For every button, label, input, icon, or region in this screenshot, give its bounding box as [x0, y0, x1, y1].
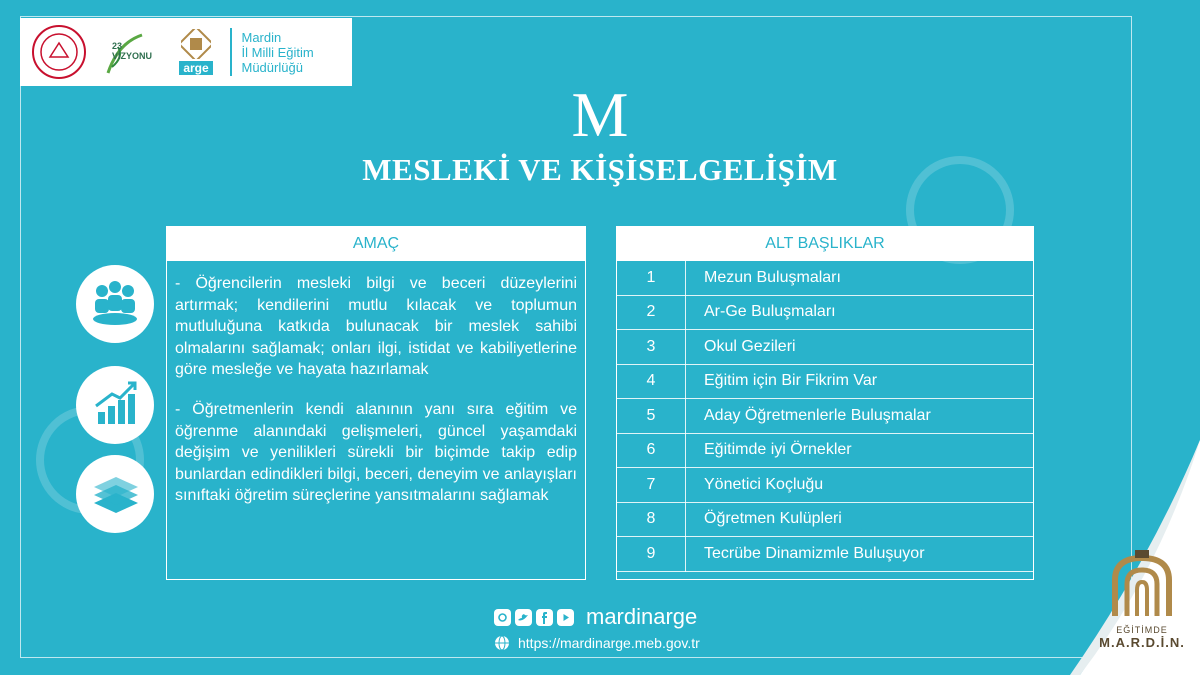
- table-row: [617, 330, 1033, 365]
- row-label: Aday Öğretmenlerle Buluşmalar: [686, 399, 1034, 434]
- subtopics-heading: ALT BAŞLIKLAR: [617, 227, 1033, 261]
- arge-label: arge: [179, 61, 212, 75]
- header-logo-bar: [20, 18, 352, 86]
- row-number: 9: [617, 537, 686, 572]
- row-number: 1: [617, 261, 686, 295]
- instagram-icon[interactable]: [494, 609, 511, 626]
- table-row: [617, 468, 1033, 503]
- subtopics-table: [617, 261, 1033, 572]
- row-label: Tecrübe Dinamizmle Buluşuyor: [686, 537, 1034, 572]
- table-row: [617, 433, 1033, 468]
- facebook-icon[interactable]: [536, 609, 553, 626]
- arge-logo: [172, 23, 220, 81]
- social-bar: [494, 604, 697, 630]
- row-number: 3: [617, 330, 686, 365]
- row-label: Yönetici Koçluğu: [686, 468, 1034, 503]
- row-number: 6: [617, 433, 686, 468]
- row-label: Öğretmen Kulüpleri: [686, 502, 1034, 537]
- youtube-icon[interactable]: [557, 609, 574, 626]
- table-row: [617, 261, 1033, 295]
- goal-text: [167, 261, 585, 507]
- vision-2023-logo: [98, 23, 162, 81]
- page-title: MESLEKİ VE KİŞİSELGELİŞİM: [362, 152, 838, 187]
- social-handle[interactable]: mardinarge: [586, 604, 698, 629]
- big-letter: M: [571, 79, 629, 150]
- egitimde-mardin-logo: [1092, 550, 1192, 650]
- row-number: 2: [617, 295, 686, 330]
- table-row: [617, 502, 1033, 537]
- org-name: [242, 30, 314, 75]
- twitter-icon[interactable]: [515, 609, 532, 626]
- subtopics-panel: [616, 226, 1034, 580]
- website-url[interactable]: https://mardinarge.meb.gov.tr: [518, 635, 700, 651]
- arge-emblem-icon: [181, 29, 211, 59]
- book-icon: [1135, 550, 1149, 558]
- table-row: [617, 364, 1033, 399]
- row-number: 4: [617, 364, 686, 399]
- corner-logo-line2: M.A.R.D.İ.N.: [1099, 635, 1185, 650]
- growth-chart-icon: [76, 366, 154, 444]
- org-line1: Mardin: [241, 29, 282, 45]
- vision-badge-text: 23 VİZYONU: [112, 41, 153, 61]
- row-label: Okul Gezileri: [686, 330, 1034, 365]
- row-number: 5: [617, 399, 686, 434]
- globe-icon: [494, 635, 510, 651]
- goal-panel: [166, 226, 586, 580]
- row-label: Eğitimde iyi Örnekler: [686, 433, 1034, 468]
- table-row: [617, 295, 1033, 330]
- row-number: 8: [617, 502, 686, 537]
- corner-logo-line1: EĞİTİMDE: [1116, 625, 1168, 635]
- row-label: Ar-Ge Buluşmaları: [686, 295, 1034, 330]
- org-line2: İl Milli Eğitim: [241, 44, 314, 60]
- org-line3: Müdürlüğü: [241, 59, 303, 75]
- row-label: Mezun Buluşmaları: [686, 261, 1034, 295]
- row-label: Eğitim için Bir Fikrim Var: [686, 364, 1034, 399]
- row-number: 7: [617, 468, 686, 503]
- goal-heading: AMAÇ: [167, 227, 585, 261]
- people-icon: [76, 265, 154, 343]
- documents-icon: [76, 455, 154, 533]
- table-row: [617, 537, 1033, 572]
- goal-paragraph-2: - Öğretmenlerin kendi alanının yanı sıra eğitim ve öğrenme alanındaki gelişmeleri, güncel yaşamdaki değişim ve yenilikleri sürekli bir biçimde takip edip bunlardan edindikleri bilgi, beceri, deneyim ve anlayışları sınıftaki öğretim süreçlerine yansıtmalarını sağlamak: [175, 400, 577, 505]
- table-row: [617, 399, 1033, 434]
- website-link[interactable]: [494, 635, 700, 651]
- meb-emblem-icon: [30, 23, 88, 81]
- mardin-arch-icon: [1107, 550, 1177, 620]
- goal-paragraph-1: - Öğrencilerin mesleki bilgi ve beceri düzeylerini artırmak; kendilerini mutlu kılacak ve toplumun mutluluğuna katkıda bulunacak bir meslek sahibi olmalarını sağlamak; onları ilgi, istidat ve kabiliyetlerine göre mesleğe ve hayata hazırlamak: [175, 275, 577, 379]
- divider: [230, 28, 232, 76]
